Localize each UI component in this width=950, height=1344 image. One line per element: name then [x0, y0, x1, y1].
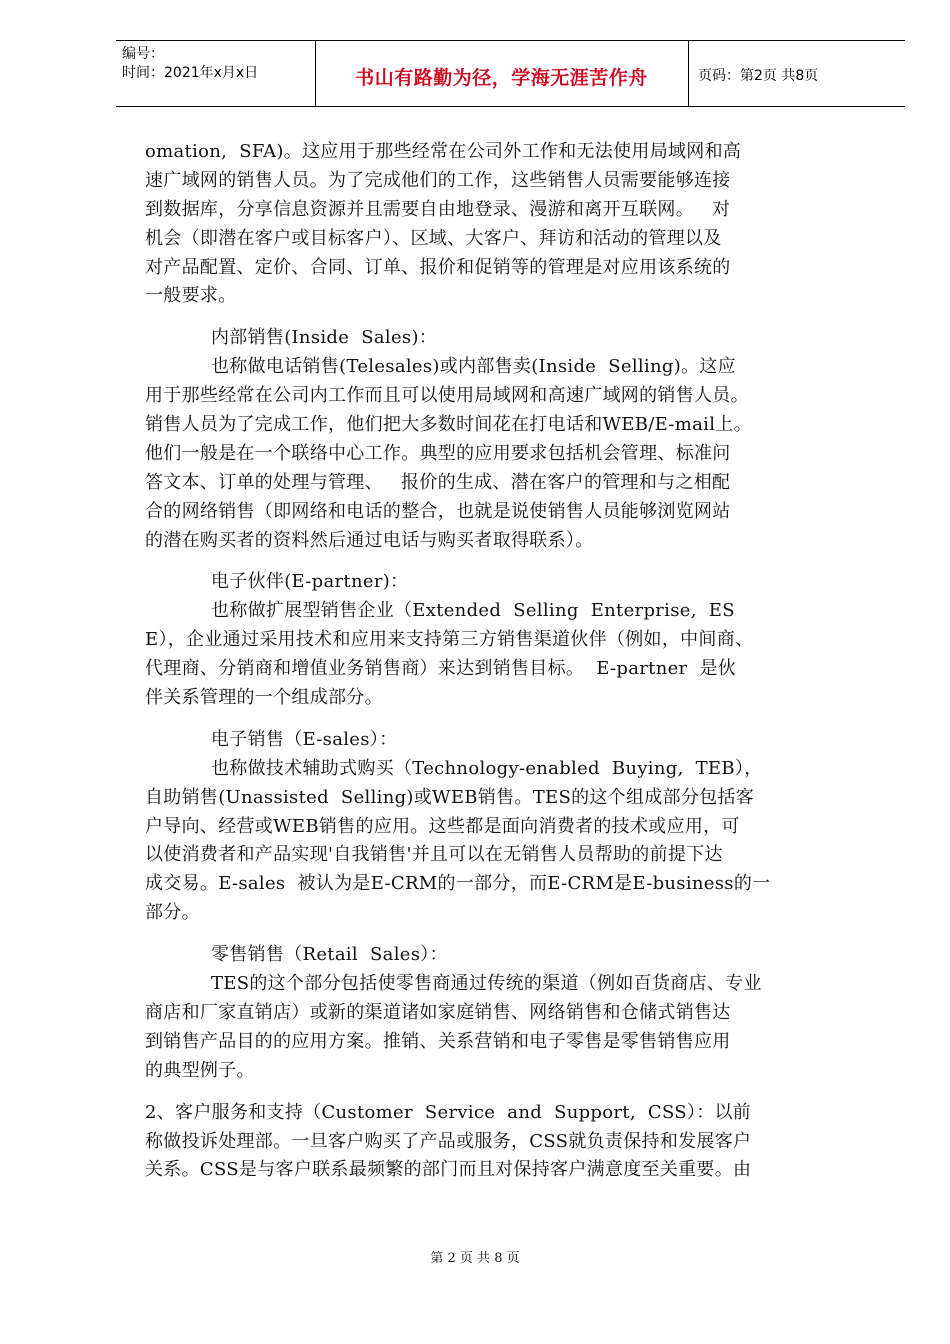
body-line: 自助销售(Unassisted Selling)或WEB销售。TES的这个组成部分包括客 [145, 786, 755, 808]
body-line: 代理商、分销商和增值业务销售商）来达到销售目标。 E-partner 是伙 [145, 658, 737, 680]
section-heading-customer-service: 2、客户服务和支持（Customer Service and Support, CSS）：以前 [145, 1101, 752, 1123]
header-meta-cell [116, 41, 316, 106]
body-line: 商店和厂家直销店）或新的渠道诸如家庭销售、网络销售和仓储式销售达 [145, 1001, 731, 1023]
body-line: 也称做扩展型销售企业（Extended Selling Enterprise, ES [211, 600, 735, 622]
body-line: TES的这个部分包括使零售商通过传统的渠道（例如百货商店、专业 [211, 973, 762, 995]
body-line: 对产品配置、定价、合同、订单、报价和促销等的管理是对应用该系统的 [145, 256, 731, 278]
body-line: 到数据库，分享信息资源并且需要自由地登录、漫游和离开互联网。 对 [145, 198, 731, 220]
header-motto: 书山有路勤为径，学海无涯苦作舟 [355, 67, 648, 89]
body-line: 合的网络销售（即网络和电话的整合，也就是说使销售人员能够浏览网站 [145, 500, 731, 522]
body-line: 伴关系管理的一个组成部分。 [145, 687, 383, 709]
section-heading-e-sales: 电子销售（E-sales）： [211, 728, 398, 750]
body-line: 速广域网的销售人员。为了完成他们的工作，这些销售人员需要能够连接 [145, 169, 731, 191]
body-line: 也称做技术辅助式购买（Technology-enabled Buying, TEB）， [211, 757, 763, 779]
body-line: 到销售产品目的的应用方案。推销、关系营销和电子零售是零售销售应用 [145, 1030, 731, 1052]
body-line: 答文本、订单的处理与管理、 报价的生成、潜在客户的管理和与之相配 [145, 471, 731, 493]
header-page-cell [688, 41, 905, 106]
body-line: 他们一般是在一个联络中心工作。典型的应用要求包括机会管理、标准问 [145, 442, 731, 464]
body-line: 机会（即潜在客户或目标客户）、区域、大客户、拜访和活动的管理以及 [145, 227, 722, 249]
body-line: omation, SFA)。这应用于那些经常在公司外工作和无法使用局域网和高 [145, 141, 742, 162]
section-heading-retail-sales: 零售销售（Retail Sales）： [211, 944, 448, 966]
document-time-label: 时间：2021年x月x日 [122, 65, 259, 81]
body-line: E），企业通过采用技术和应用来支持第三方销售渠道伙伴（例如，中间商、 [145, 629, 754, 651]
body-line: 销售人员为了完成工作，他们把大多数时间花在打电话和WEB/E-mail上。 [145, 414, 752, 436]
header-page-label: 页码：第2页 共8页 [698, 68, 819, 84]
body-line: 也称做电话销售(Telesales)或内部售卖(Inside Selling)。这应 [211, 356, 736, 378]
body-line: 部分。 [145, 902, 200, 924]
body-line: 关系。CSS是与客户联系最频繁的部门而且对保持客户满意度至关重要。由 [145, 1159, 752, 1181]
section-heading-e-partner: 电子伙伴(E-partner)： [211, 571, 409, 593]
body-line: 的潜在购买者的资料然后通过电话与购买者取得联系）。 [145, 529, 594, 551]
page-header [116, 40, 905, 107]
body-line: 以使消费者和产品实现'自我销售'并且可以在无销售人员帮助的前提下达 [145, 844, 723, 866]
document-number-label: 编号： [122, 46, 164, 62]
body-line: 户导向、经营或WEB销售的应用。这些都是面向消费者的技术或应用，可 [145, 815, 740, 837]
document-body [145, 138, 880, 1185]
body-line: 称做投诉处理部。一旦客户购买了产品或服务，CSS就负责保持和发展客户 [145, 1130, 752, 1152]
section-heading-inside-sales: 内部销售(Inside Sales)： [211, 327, 438, 349]
body-line: 一般要求。 [145, 285, 237, 307]
page-footer: 第 2 页 共 8 页 [430, 1251, 520, 1266]
body-line: 成交易。E-sales 被认为是E-CRM的一部分，而E-CRM是E-business的一 [145, 873, 771, 895]
body-line: 用于那些经常在公司内工作而且可以使用局域网和高速广域网的销售人员。 [145, 385, 749, 407]
body-line: 的典型例子。 [145, 1059, 255, 1081]
header-motto-cell [315, 41, 689, 106]
